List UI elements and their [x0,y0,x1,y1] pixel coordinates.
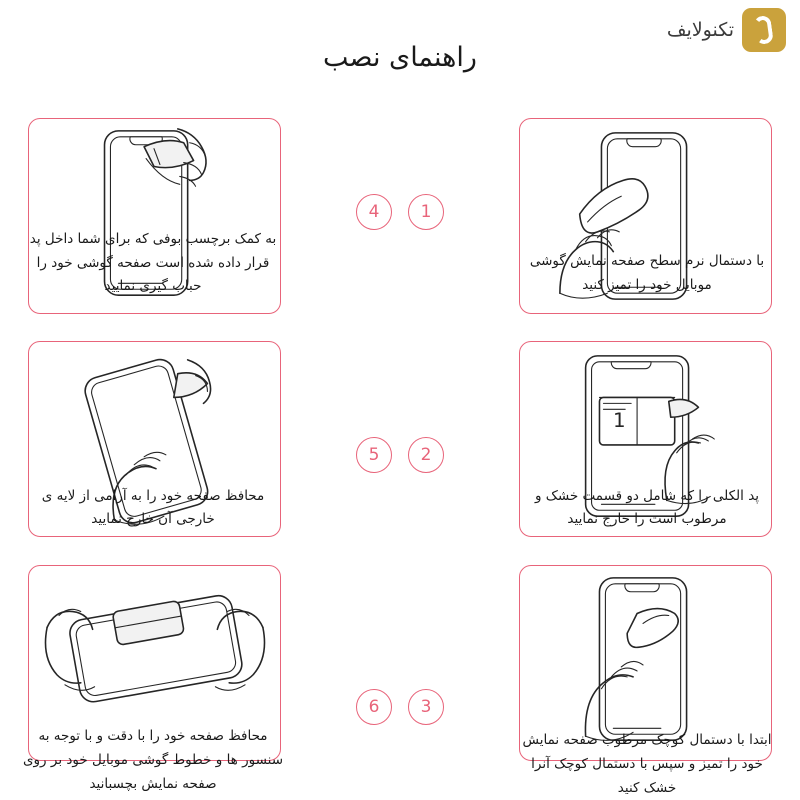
step-caption-1: با دستمال نرم سطح صفحه نمایش گوشی موبایل خود را تمیز کنید [529,253,765,293]
step-number-badge-5: 5 [356,437,392,473]
step-caption-3: ابتدا با دستمال کوچک مرطوب صفحه نمایش خود را تمیز و سپس با دستمال کوچک آنرا خشک کنید [522,732,772,796]
page-title: راهنمای نصب [323,42,477,73]
step-number-badge-1: 1 [408,194,444,230]
step-item-5 [0,337,400,564]
step-item-3 [400,563,800,796]
step-item-2 [400,337,800,564]
steps-grid [0,110,800,796]
step-number-badge-3: 3 [408,689,444,725]
step-caption-5: محافظ صفحه خود را به آرامی از لایه ی خارجی آن خارج نمایید [41,487,265,528]
svg-text:1: 1 [612,408,626,432]
step-caption-6: محافظ صفحه خود را با دقت و با توجه به سنسور ها و خطوط گوشی موبایل خود بر روی صفحه نمایش بچسبانید [22,728,284,792]
step-number-badge-4: 4 [356,194,392,230]
step-caption-2: پد الکلی را که شامل دو قسمت خشک و مرطوب است را خارج نمایید [534,487,760,528]
step-item-4 [0,110,400,337]
step-item-1 [400,110,800,337]
step-number-badge-6: 6 [356,689,392,725]
step-caption-4: به کمک برچسب بوفی که برای شما داخل پد قرار داده شده است صفحه گوشی خود را حباب گیری نمایید [29,231,277,295]
brand-name: تکنولایف [666,19,734,41]
step-item-6 [0,563,400,790]
step-number-badge-2: 2 [408,437,444,473]
